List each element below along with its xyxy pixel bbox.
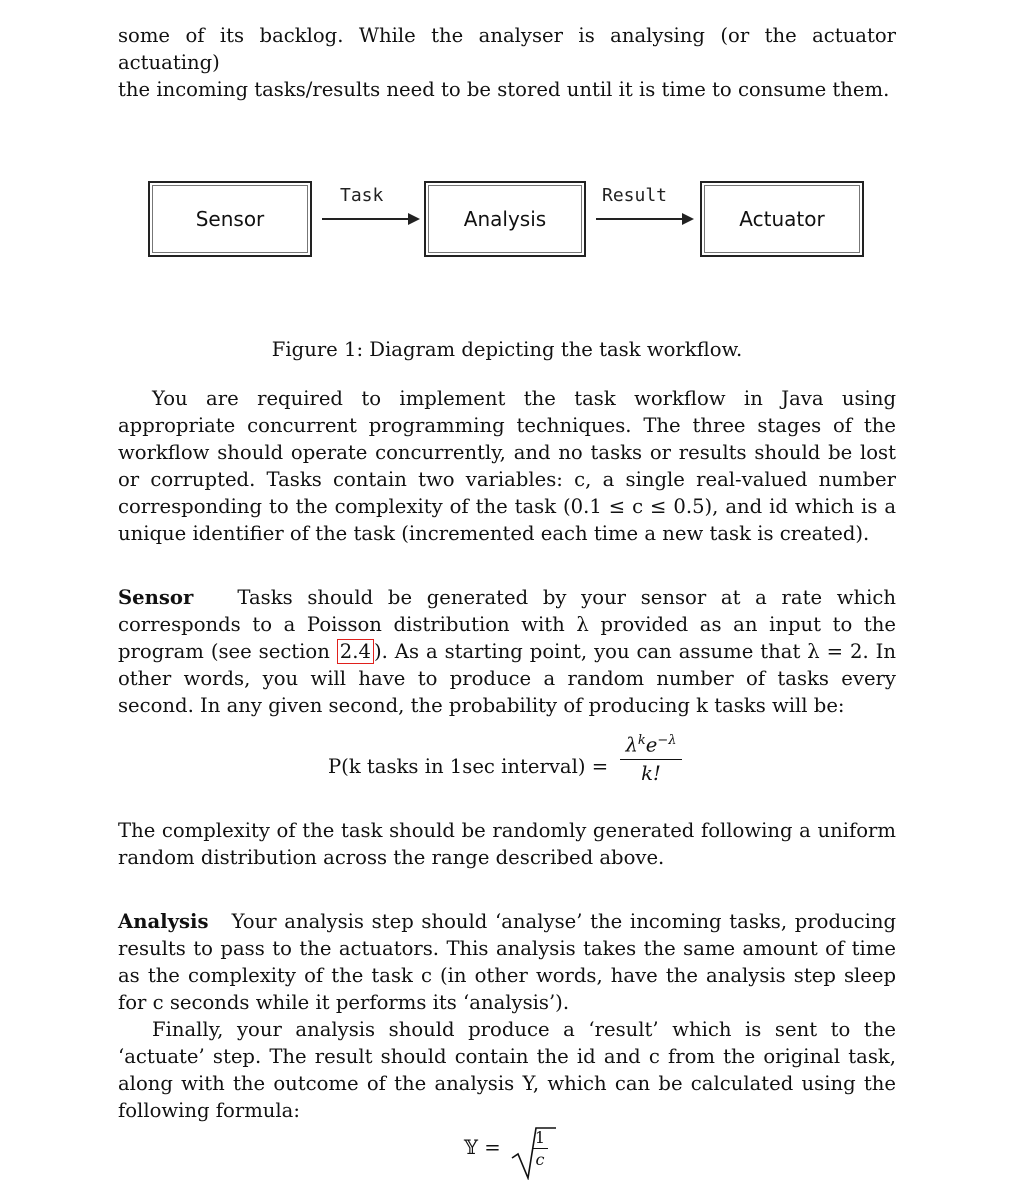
document-page (118, 22, 896, 1184)
diagram-node-analysis: Analysis (424, 181, 586, 257)
diagram-node-sensor: Sensor (148, 181, 312, 257)
paragraph-analysis (118, 908, 896, 1016)
result-denominator: c (535, 1150, 545, 1169)
paragraph-analysis-result: Finally, your analysis should produce a ‘result’ which is sent to the ‘actuate’ step. The result should contain the id and c from the original task, along with the outcome of the analysis Y, which can be calculated using the following formula: (118, 1018, 896, 1122)
figure-caption: Figure 1: Diagram depicting the task workflow. (271, 338, 743, 361)
poisson-numerator: $\lambda^ke^{-\lambda}$ (620, 733, 682, 760)
diagram-node-actuator: Actuator (700, 181, 864, 257)
section-reference-link[interactable]: 2.4 (337, 639, 374, 664)
arrow-right-icon (596, 213, 696, 225)
result-numerator: 1 (532, 1128, 548, 1149)
result-formula (118, 1124, 896, 1184)
poisson-fraction (620, 733, 682, 785)
result-fraction (532, 1128, 548, 1171)
section-heading-sensor: Sensor (118, 586, 194, 609)
paragraph-workflow: You are required to implement the task workflow in Java using appropriate concurrent programming techniques. The three stages of the workflow should operate concurrently, and no tasks or results should be lost or corrupted. Tasks contain two variables: c, a single real-valued number corresponding to the complexity of the task (0.1 ≤ c ≤ 0.5), and id which is a unique identifier of the task (incremented each time a new task is created). (118, 387, 896, 545)
sensor-text-a: Tasks should be generated by your sensor at a rate which corresponds to a Poisson distribution with λ provided as an input to the program (see section (118, 586, 897, 663)
arrow-right-icon (322, 213, 422, 225)
intro-line-1: some of its backlog. While the analyser is analysing (or the actuator actuating) (118, 24, 896, 74)
analysis-text: Your analysis step should ‘analyse’ the incoming tasks, producing results to pass to the actuators. This analysis takes the same amount of time as the complexity of the task c (in other words, have the analysis step sleep for c seconds while it performs its ‘analysis’). (118, 910, 897, 1014)
poisson-denominator: k! (641, 761, 661, 785)
paragraph-sensor (118, 584, 896, 719)
diagram-edge-label-task: Task (340, 185, 384, 206)
diagram-edge-label-result: Result (602, 185, 668, 206)
intro-line-2: the incoming tasks/results need to be stored until it is time to consume them. (118, 78, 890, 101)
workflow-diagram (118, 103, 896, 281)
paragraph-complexity: The complexity of the task should be randomly generated following a uniform random distribution across the range described above. (118, 819, 896, 869)
sensor-text-b: ). As a starting point, you can assume that λ = 2. In other words, you will have to produce a random number of tasks every second. In any given second, the probability of producing k tasks will be: (118, 640, 896, 717)
poisson-formula-lhs: P(k tasks in 1sec interval) = (328, 755, 609, 778)
section-heading-analysis: Analysis (118, 910, 209, 933)
result-formula-lhs: 𝕐 = (464, 1136, 501, 1159)
poisson-formula (118, 725, 896, 813)
